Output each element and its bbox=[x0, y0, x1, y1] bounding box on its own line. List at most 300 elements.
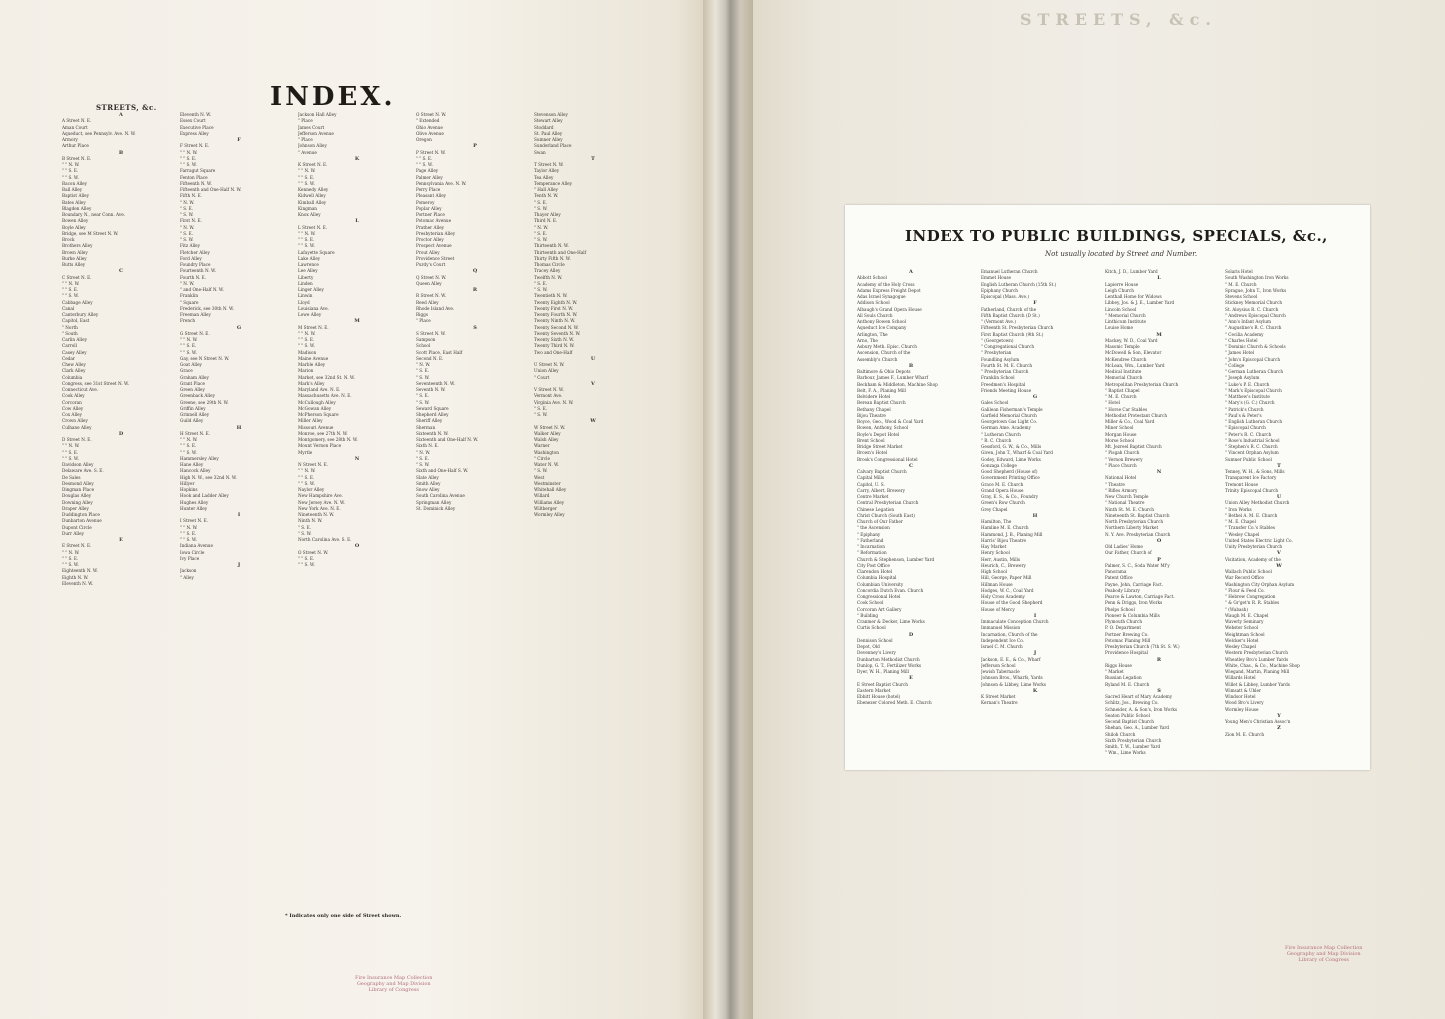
index-entry: Canterbury Alley bbox=[62, 312, 99, 317]
index-entry: Knox Alley bbox=[298, 212, 321, 217]
index-entry: Visitation, Academy of the bbox=[1225, 556, 1281, 562]
index-entry: A Street N. E. bbox=[62, 118, 92, 124]
index-entry: Gonzaga College bbox=[981, 462, 1017, 468]
index-entry: " " N. W. bbox=[298, 330, 316, 336]
index-entry: Jefferson Avenue bbox=[298, 130, 334, 136]
index-entry: Dyer, W. H., Planing Mill bbox=[857, 669, 909, 674]
index-entry: " Epiphany bbox=[857, 531, 881, 537]
index-entry: " Vincent Orphan Asylum bbox=[1225, 450, 1279, 456]
index-entry: Carry, Albert, Brewery bbox=[857, 487, 906, 493]
index-letter-heading: C bbox=[909, 462, 913, 469]
footnote: * Indicates only one side of Street shown. bbox=[285, 913, 402, 919]
index-entry: Boyle Alley bbox=[62, 224, 86, 230]
index-entry: Fifth Baptist Church (D St.) bbox=[981, 312, 1040, 318]
index-entry: K Street N. E. bbox=[298, 162, 328, 167]
index-letter-heading: K bbox=[354, 155, 360, 162]
index-entry: Prout Alley bbox=[416, 249, 440, 255]
index-letter-heading: O bbox=[354, 543, 360, 550]
index-entry: Capital Mills bbox=[857, 475, 885, 481]
index-entry: Solaris Hotel bbox=[1225, 269, 1253, 274]
index-entry: " Pisgah Church bbox=[1105, 450, 1140, 456]
index-entry: " " S. W. bbox=[298, 343, 315, 349]
index-entry: Windsor Hotel bbox=[1225, 694, 1256, 699]
index-entry: Devenney's Livery bbox=[857, 650, 896, 656]
index-entry: Bethany Chapel bbox=[857, 406, 891, 412]
index-entry: Plymouth Church bbox=[1105, 619, 1143, 624]
index-entry: Twenty Third N. W. bbox=[534, 343, 575, 349]
index-entry: Massachusetts Ave. N. E. bbox=[298, 393, 352, 399]
index-entry: " " S. W. bbox=[62, 293, 79, 299]
index-entry: Corcoran Art Gallery bbox=[857, 606, 902, 612]
index-entry: " James Hotel bbox=[1225, 350, 1255, 356]
index-entry: " " S. W. bbox=[298, 243, 315, 249]
index-entry: F Street N. E. bbox=[180, 143, 210, 149]
index-entry: " Ann's Infant Asylum bbox=[1225, 319, 1271, 324]
index-entry: Hodges, W. C., Coal Yard bbox=[981, 587, 1034, 593]
index-entry: McGowan Alley bbox=[298, 405, 332, 411]
index-entry: Sherman bbox=[416, 424, 436, 430]
index-entry: Carroll bbox=[62, 343, 77, 349]
index-entry: P. O. Department bbox=[1105, 625, 1142, 631]
index-entry: Boundary N., near Conn. Ave. bbox=[62, 212, 126, 217]
index-entry: " the Ascension bbox=[857, 525, 890, 531]
index-entry: Walker Alley bbox=[534, 430, 561, 436]
index-entry: Second Baptist Church bbox=[1105, 719, 1155, 724]
index-entry: Shepherd Alley bbox=[416, 412, 449, 417]
index-entry: Belvidere Hotel bbox=[857, 394, 891, 399]
index-column-2 bbox=[180, 112, 298, 902]
index-letter-heading: N bbox=[1156, 469, 1162, 475]
streets-heading: STREETS, &c. bbox=[96, 103, 157, 112]
index-entry: Durr Alley bbox=[62, 530, 84, 536]
index-entry: Queen Alley bbox=[416, 280, 442, 286]
index-entry: Reed Alley bbox=[416, 299, 439, 305]
index-entry: West bbox=[534, 474, 545, 480]
index-entry: " Bethel A. M. E. Church bbox=[1225, 512, 1278, 518]
index-entry: House of Mercy bbox=[981, 606, 1015, 612]
index-entry: Dupont Circle bbox=[62, 524, 92, 530]
index-entry: Kitch, J. D., Lumber Yard bbox=[1105, 269, 1158, 274]
index-entry: Aman Court bbox=[62, 124, 88, 130]
index-entry: Gray, E. S., & Co., Foundry bbox=[981, 494, 1039, 499]
index-entry: S Street N. W. bbox=[416, 330, 446, 336]
index-entry: Aqueduct, see Pennsylv. Ave. N. W. bbox=[62, 130, 136, 136]
index-entry: Albaugh's Grand Opera House bbox=[857, 306, 922, 312]
index-entry: Slate Alley bbox=[416, 474, 439, 480]
library-stamp-right bbox=[1285, 945, 1362, 963]
index-letter-heading: P bbox=[473, 143, 477, 150]
index-entry: Centre Market bbox=[857, 494, 889, 499]
index-entry: Hopkins bbox=[180, 487, 198, 492]
index-entry: Linthicum Institute bbox=[1105, 319, 1146, 324]
index-entry: " M. E. Church bbox=[1225, 281, 1257, 287]
index-entry: Bijou Theatre bbox=[857, 412, 886, 418]
index-entry: Bowen, Anthony, School bbox=[857, 425, 909, 431]
index-entry: Sixth Presbyterian Church bbox=[1105, 737, 1162, 743]
index-entry: T Street N. W. bbox=[534, 162, 564, 167]
index-entry: " Incarnation bbox=[857, 544, 885, 549]
index-entry: " " S. W. bbox=[298, 180, 315, 186]
index-entry: Baltimore & Ohio Depots bbox=[857, 369, 911, 374]
buildings-column-2 bbox=[981, 269, 1089, 764]
index-entry: " N. W. bbox=[180, 224, 195, 230]
index-column-5 bbox=[534, 112, 652, 902]
index-entry: Greene, see 29th N. W. bbox=[180, 399, 229, 405]
index-entry: Hughes Alley bbox=[180, 499, 209, 505]
index-entry: " " S. W. bbox=[180, 349, 197, 355]
index-entry: Metropolitan Presbyterian Church bbox=[1105, 381, 1179, 387]
index-entry: McKendree Church bbox=[1105, 356, 1147, 362]
index-entry: " N. W. bbox=[416, 449, 431, 455]
index-entry: Ascension, Church of the bbox=[857, 350, 911, 356]
index-entry: Heurich, C., Brewery bbox=[981, 562, 1026, 568]
index-entry: Waverly Seminary bbox=[1225, 619, 1264, 624]
index-entry: Thirty Fifth N. W. bbox=[534, 255, 571, 261]
index-entry: " " S. W. bbox=[416, 162, 433, 167]
index-entry: Naylor Alley bbox=[298, 487, 325, 492]
index-entry: Israel C. M. Church bbox=[981, 644, 1023, 649]
index-entry: Dunbarton Methodist Church bbox=[857, 656, 920, 662]
index-entry: Myrtle bbox=[298, 449, 313, 455]
index-entry: Wormley House bbox=[1225, 706, 1259, 712]
index-entry: " " S. E. bbox=[298, 174, 315, 180]
index-letter-heading: L bbox=[1157, 275, 1161, 282]
index-entry: Wiegand, Martin, Planing Mill bbox=[1225, 669, 1290, 674]
index-entry: North Carolina Ave. S. E. bbox=[298, 537, 352, 542]
index-entry: " Transfer Co.'s Stables bbox=[1225, 525, 1276, 531]
index-entry: " Luke's P. E. Church bbox=[1225, 381, 1270, 387]
index-entry: Lee Alley bbox=[298, 268, 318, 274]
index-entry: " S. W. bbox=[416, 374, 430, 380]
index-entry: Draper Alley bbox=[62, 505, 89, 511]
index-entry: Wallach Public School bbox=[1225, 569, 1272, 574]
index-entry: Weightman School bbox=[1225, 631, 1265, 637]
index-entry: Twenty Seventh N. W. bbox=[534, 330, 581, 336]
index-entry: " (Georgetown) bbox=[981, 337, 1014, 343]
index-entry: Hay Market bbox=[981, 544, 1007, 549]
index-entry: Madison bbox=[298, 349, 317, 355]
index-entry: " Building bbox=[857, 612, 879, 618]
index-entry: " S. E. bbox=[534, 405, 548, 411]
index-entry: Brown's Hotel bbox=[857, 450, 888, 456]
index-entry: Bowen Alley bbox=[62, 218, 89, 224]
index-entry: McLean, Wm., Lumber Yard bbox=[1105, 362, 1165, 368]
index-entry: " Presbyterian bbox=[981, 350, 1012, 356]
index-entry: L Street N. E. bbox=[298, 224, 328, 230]
index-entry: Bacon Alley bbox=[62, 180, 88, 186]
index-entry: Willard bbox=[534, 493, 550, 499]
index-entry: N. Y. Ave. Presbyterian Church bbox=[1105, 531, 1171, 537]
index-entry: Monroe, see 27th N. W. bbox=[298, 430, 348, 436]
index-entry: Ebenezer Colored Meth. E. Church bbox=[857, 700, 932, 706]
index-entry: Perry Place bbox=[416, 187, 441, 192]
index-entry: Cranmer & Decker, Lime Works bbox=[857, 619, 925, 624]
index-entry: Gay, see N Street N. W. bbox=[180, 355, 230, 361]
index-entry: Boyce, Geo., Wood & Coal Yard bbox=[857, 419, 924, 424]
index-entry: Freeman Alley bbox=[180, 312, 211, 317]
index-entry: Maine Avenue bbox=[298, 355, 329, 361]
index-entry: Blagden Alley bbox=[62, 205, 92, 211]
index-entry: " Vernon Brewery bbox=[1105, 456, 1143, 462]
index-entry: Washington bbox=[534, 449, 559, 455]
index-entry: Beckham & Middleton, Machine Shop bbox=[857, 381, 938, 387]
index-entry: V Street N. W. bbox=[534, 387, 564, 392]
index-entry: Independent Ice Co. bbox=[981, 637, 1025, 643]
index-entry: Jackson bbox=[180, 568, 197, 574]
index-entry: Capitol, U. S. bbox=[857, 481, 885, 487]
index-entry: Union Alley bbox=[534, 368, 559, 374]
index-entry: Sixth and One-Half S. W. bbox=[416, 468, 469, 474]
index-entry: Butts Alley bbox=[62, 262, 86, 267]
index-entry: E Street Baptist Church bbox=[857, 681, 908, 687]
index-letter-heading: S bbox=[473, 324, 477, 331]
index-entry: Aqueduct Ice Company bbox=[857, 325, 907, 331]
index-entry: Freedmen's Hospital bbox=[981, 381, 1026, 387]
index-entry: Grant Place bbox=[180, 380, 206, 386]
index-entry: Adas Israel Synagogue bbox=[857, 294, 906, 299]
index-entry: Kernan's Theatre bbox=[981, 700, 1018, 706]
index-entry: Eleventh N. W. bbox=[180, 112, 212, 117]
index-entry: Sampson bbox=[416, 337, 436, 342]
index-entry: Armory bbox=[62, 137, 78, 142]
index-entry: Tracey Alley bbox=[534, 268, 561, 274]
index-entry: Lawrence bbox=[298, 262, 319, 267]
index-entry: White, Chas., & Co., Machine Shop bbox=[1225, 662, 1300, 668]
index-entry: Galilean Fisherman's Temple bbox=[981, 406, 1043, 412]
book-gutter bbox=[703, 0, 753, 1019]
index-entry: Providence Street bbox=[416, 255, 455, 261]
index-entry: Lenthall Home for Widows bbox=[1105, 294, 1162, 299]
index-entry: St. Aloysius R. C. Church bbox=[1225, 306, 1279, 312]
index-entry: " S. W. bbox=[416, 462, 430, 467]
index-letter-heading: P bbox=[1157, 556, 1161, 563]
index-entry: " M. E. Church bbox=[1105, 394, 1137, 399]
index-entry: Jackson Hall Alley bbox=[298, 112, 337, 117]
index-entry: Essex Court bbox=[180, 118, 206, 124]
index-entry: Grace bbox=[180, 368, 193, 374]
index-entry: Phelps School bbox=[1105, 606, 1135, 612]
stamp-line: Geography and Map Division bbox=[356, 981, 431, 987]
index-entry: Curtis School bbox=[857, 625, 886, 631]
index-entry: " " S. E. bbox=[62, 449, 79, 455]
index-entry: " Charles Hotel bbox=[1225, 337, 1258, 343]
index-entry: " S. W. bbox=[180, 237, 194, 242]
index-entry: Fifth N. E. bbox=[180, 193, 202, 199]
index-entry: Presbyterian Alley bbox=[416, 230, 456, 236]
index-entry: D Street N. E. bbox=[62, 437, 92, 442]
index-entry: " Matthew's Institute bbox=[1225, 394, 1270, 399]
index-entry: " S. W. bbox=[534, 468, 548, 474]
index-entry: Dunbarton Avenue bbox=[62, 518, 102, 524]
index-entry: " Alley bbox=[180, 574, 194, 580]
index-entry: Farragut Square bbox=[180, 168, 216, 174]
index-letter-heading: J bbox=[237, 562, 241, 568]
index-entry: Mount Vernon Place bbox=[298, 443, 342, 449]
index-letter-heading: E bbox=[119, 537, 123, 543]
index-entry: Louise Home bbox=[1105, 325, 1133, 331]
index-entry: " Dominic Church & Schools bbox=[1225, 344, 1286, 349]
index-entry: Palmer Alley bbox=[416, 174, 443, 180]
index-entry: North Presbyterian Church bbox=[1105, 519, 1164, 524]
index-entry: St. Paul Alley bbox=[534, 130, 563, 136]
index-entry: " " S. E. bbox=[298, 474, 315, 480]
index-entry: Fourth N. E. bbox=[180, 274, 207, 280]
index-entry: Zion M. E. Church bbox=[1225, 731, 1265, 737]
index-entry: Seventh N. W. bbox=[416, 387, 446, 392]
index-entry: Chew Alley bbox=[62, 362, 86, 367]
library-stamp-left bbox=[355, 975, 432, 993]
index-entry: " N. W. bbox=[416, 362, 431, 367]
index-letter-heading: M bbox=[354, 318, 360, 325]
index-entry: Columbia bbox=[62, 374, 83, 380]
index-entry: Eleventh N. W. bbox=[62, 580, 94, 586]
index-entry: Berean Baptist Church bbox=[857, 400, 906, 406]
index-entry: Trinity Episcopal Church bbox=[1225, 487, 1279, 493]
index-entry: Pioneer & Columbia Mills bbox=[1105, 612, 1160, 618]
index-entry: " Place bbox=[298, 137, 313, 142]
index-entry: B Street N. E. bbox=[62, 155, 92, 161]
index-entry: Seaton Public School bbox=[1105, 712, 1150, 718]
index-entry: " Rose's Industrial School bbox=[1225, 437, 1280, 443]
index-entry: Stevens School bbox=[1225, 294, 1258, 299]
index-entry: " M. E. Chapel bbox=[1225, 519, 1256, 524]
index-entry: Two and One-Half bbox=[534, 349, 573, 355]
index-entry: Thayer Alley bbox=[534, 212, 561, 217]
index-entry: Washington City Orphan Asylum bbox=[1225, 581, 1295, 587]
index-entry: Union Alley Methodist Church bbox=[1225, 500, 1290, 506]
index-entry: Ball Alley bbox=[62, 187, 83, 192]
index-entry: " Augustine's R. C. Church bbox=[1225, 325, 1282, 331]
index-entry: Burke Alley bbox=[62, 255, 87, 261]
index-entry: Crown Alley bbox=[62, 418, 88, 424]
index-entry: Immanuel Mission bbox=[981, 625, 1021, 631]
index-entry: Panorama bbox=[1105, 569, 1127, 574]
index-entry: Guild Alley bbox=[180, 418, 204, 424]
index-column-4 bbox=[416, 112, 534, 902]
index-entry: Express Alley bbox=[180, 130, 209, 136]
index-entry: German Ame. Academy bbox=[981, 425, 1031, 431]
index-entry: Methodist Protestant Church bbox=[1105, 412, 1168, 418]
index-entry: Kimball Alley bbox=[298, 199, 327, 205]
index-entry: Given, John T., Wharf & Coal Yard bbox=[981, 450, 1053, 456]
index-entry: First Baptist Church (9th St.) bbox=[981, 331, 1044, 337]
index-entry: Williams Alley bbox=[534, 499, 565, 505]
index-letter-heading: Q bbox=[472, 268, 478, 275]
index-letter-heading: T bbox=[1277, 462, 1281, 469]
index-entry: Fenton Place bbox=[180, 174, 208, 180]
index-entry: " South bbox=[62, 330, 78, 336]
index-entry: Canal bbox=[62, 305, 75, 311]
index-entry: Potomac Planing Mill bbox=[1105, 637, 1151, 643]
index-entry: Pomeroy bbox=[416, 199, 435, 205]
index-entry: Government Printing Office bbox=[981, 475, 1040, 481]
index-entry: Walsh Alley bbox=[534, 437, 559, 442]
ghost-heading: STREETS, &c. bbox=[1020, 10, 1217, 29]
index-entry: Northern Liberty Market bbox=[1105, 525, 1159, 531]
index-entry: Twelfth N. W. bbox=[534, 274, 563, 280]
buildings-column-3 bbox=[1105, 269, 1213, 764]
index-entry: Columbian University bbox=[857, 581, 904, 587]
index-entry: " R. C. Church bbox=[981, 437, 1012, 443]
index-entry: Wormley Alley bbox=[534, 512, 565, 517]
index-entry: McDowell & Son, Elevator bbox=[1105, 350, 1162, 356]
index-entry: Portner Brewing Co. bbox=[1105, 631, 1149, 637]
index-entry: " Place bbox=[416, 318, 431, 324]
index-entry: " N. W. bbox=[180, 280, 195, 286]
index-entry: Miller & Co., Coal Yard bbox=[1105, 419, 1155, 424]
index-entry: Grace M. E. Church bbox=[981, 481, 1024, 487]
index-entry: Frederick, see 30th N. W. bbox=[180, 305, 234, 311]
index-entry: Good Shepherd (House of) bbox=[981, 469, 1038, 474]
index-entry: Concordia Dutch Evan. Church bbox=[857, 587, 924, 593]
index-entry: New Church Temple bbox=[1105, 494, 1149, 499]
index-entry: Willards Hotel bbox=[1225, 675, 1256, 681]
index-entry: Casey Alley bbox=[62, 349, 87, 355]
index-column-3 bbox=[298, 112, 416, 902]
index-entry: " " S. E. bbox=[180, 530, 197, 536]
index-entry: I Street N. E. bbox=[180, 518, 208, 524]
index-entry: Hamline M. E. Church bbox=[981, 525, 1029, 531]
index-entry: " " S. E. bbox=[180, 343, 197, 349]
index-letter-heading: I bbox=[237, 512, 241, 518]
index-entry: Fletcher Alley bbox=[180, 249, 210, 255]
index-entry: Ivy Place bbox=[180, 555, 200, 561]
index-letter-heading: R bbox=[1156, 656, 1162, 663]
index-entry: Tenney, W. H., & Sons, Mills bbox=[1225, 469, 1285, 474]
index-entry: Arno, The bbox=[857, 337, 878, 343]
index-entry: Fifteenth St. Presbyterian Church bbox=[981, 325, 1054, 331]
index-entry: Arlington, The bbox=[857, 331, 888, 337]
index-entry: " S. E. bbox=[534, 230, 548, 236]
index-entry: " German Lutheran Church bbox=[1225, 369, 1284, 374]
index-entry: " Extended bbox=[416, 118, 440, 124]
index-entry: Wheatley Bro's Lumber Yards bbox=[1225, 656, 1289, 662]
index-entry: Louisiana Ave. bbox=[298, 305, 329, 311]
index-entry: " " N. W. bbox=[62, 549, 80, 555]
index-entry: Holy Cross Academy bbox=[981, 594, 1025, 599]
index-entry: Poplar Alley bbox=[416, 205, 442, 211]
index-letter-heading: H bbox=[1032, 512, 1038, 519]
index-entry: City Post Office bbox=[857, 562, 890, 568]
index-entry: Libbey, Jos. & J. E., Lumber Yard bbox=[1105, 300, 1175, 306]
index-entry: Cow Alley bbox=[62, 405, 84, 411]
index-letter-heading: R bbox=[472, 287, 478, 293]
index-entry: Ohio Avenue bbox=[416, 124, 443, 130]
index-entry: Emanuel Lutheran Church bbox=[981, 269, 1038, 274]
index-entry: Brent School bbox=[857, 437, 885, 443]
index-column-1 bbox=[62, 112, 180, 902]
index-entry: Warner bbox=[534, 443, 550, 449]
index-entry: Twenty Eighth N. W. bbox=[534, 299, 578, 305]
index-entry: McCullough Alley bbox=[298, 399, 336, 405]
index-entry: High N. W., see 32nd N. W. bbox=[180, 474, 237, 480]
index-entry: " " N. W. bbox=[298, 468, 316, 474]
index-entry: Peabody Library bbox=[1105, 587, 1140, 593]
index-entry: Fourteenth N. W. bbox=[180, 268, 216, 274]
index-entry: Waugh M. E. Chapel bbox=[1225, 612, 1269, 618]
index-entry: " Hotel bbox=[1105, 400, 1120, 406]
index-entry: Connecticut Ave. bbox=[62, 387, 99, 392]
index-entry: " (Vermont Ave.) bbox=[981, 319, 1016, 324]
index-entry: " " N. W. bbox=[180, 337, 198, 342]
index-entry: " " S. E. bbox=[62, 555, 79, 561]
index-entry: " Iron Works bbox=[1225, 506, 1252, 512]
index-entry: Dunlop, G. T., Fertilizer Works bbox=[857, 662, 922, 668]
index-entry: Hunter Alley bbox=[180, 505, 208, 511]
index-entry: Hancock Alley bbox=[180, 468, 211, 474]
index-entry: Eighth N. W. bbox=[62, 574, 89, 580]
index-entry: Johnson Bros., Wharfs, Yards bbox=[981, 675, 1043, 681]
